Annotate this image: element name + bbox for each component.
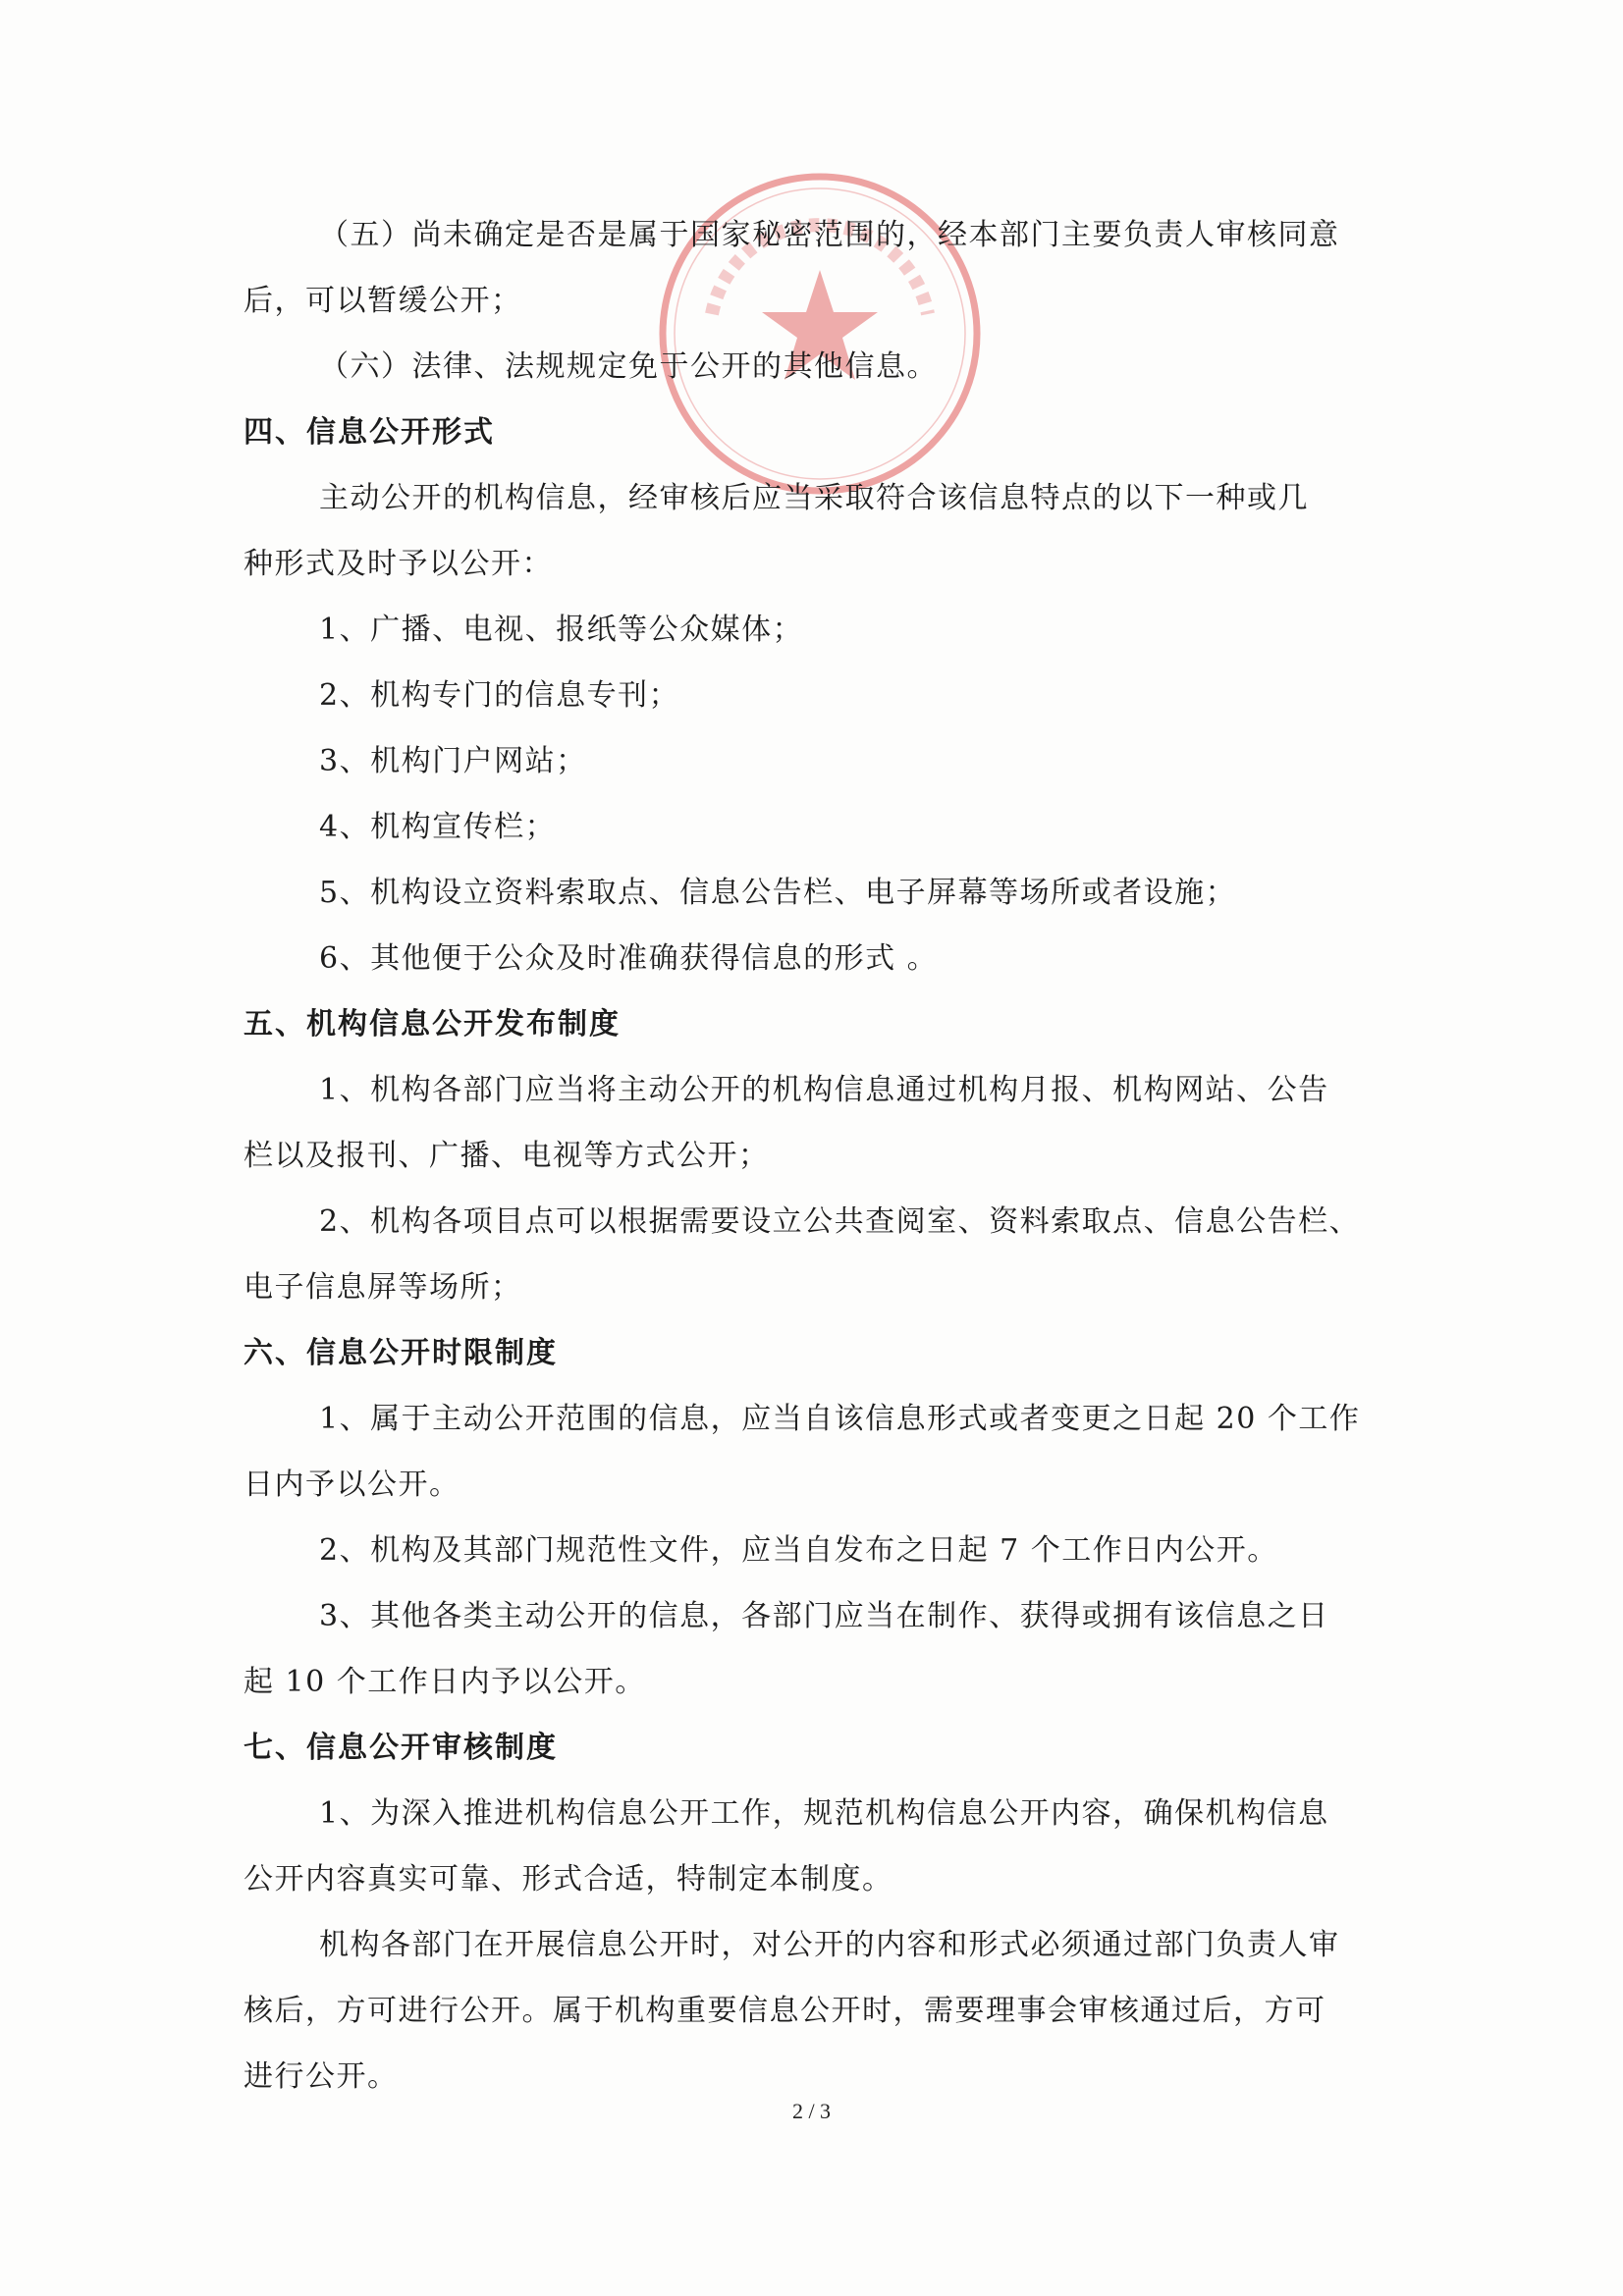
section-heading-4: 四、信息公开形式 [243, 415, 495, 450]
list-item: 5、机构设立资料索取点、信息公告栏、电子屏幕等场所或者设施； [319, 876, 1237, 910]
paragraph-line: 主动公开的机构信息，经审核后应当采取符合该信息特点的以下一种或几 [319, 481, 1309, 515]
paragraph-line: 1、机构各部门应当将主动公开的机构信息通过机构月报、机构网站、公告 [319, 1073, 1329, 1107]
list-item: 3、机构门户网站； [319, 744, 587, 778]
section-heading-7: 七、信息公开审核制度 [243, 1731, 558, 1765]
paragraph-line: 电子信息屏等场所； [243, 1270, 522, 1305]
paragraph-line: 起 10 个工作日内予以公开。 [243, 1665, 646, 1699]
paragraph-line: 日内予以公开。 [243, 1468, 460, 1502]
paragraph-line: 公开内容真实可靠、形式合适，特制定本制度。 [243, 1862, 893, 1896]
paragraph-line: 2、机构及其部门规范性文件，应当自发布之日起 7 个工作日内公开。 [319, 1533, 1278, 1568]
list-item: 1、广播、电视、报纸等公众媒体； [319, 613, 804, 647]
page-number: 2 / 3 [791, 2099, 832, 2123]
list-item: 2、机构专门的信息专刊； [319, 678, 680, 713]
document-body [243, 202, 1379, 2109]
paragraph-line: 机构各部门在开展信息公开时，对公开的内容和形式必须通过部门负责人审 [319, 1928, 1340, 1962]
list-item: 6、其他便于公众及时准确获得信息的形式 。 [319, 941, 939, 976]
paragraph-line: 1、为深入推进机构信息公开工作，规范机构信息公开内容，确保机构信息 [319, 1796, 1329, 1831]
paragraph-line: 栏以及报刊、广播、电视等方式公开； [243, 1139, 770, 1173]
paragraph-line: 后，可以暂缓公开； [243, 284, 522, 318]
paragraph-line: 核后，方可进行公开。属于机构重要信息公开时，需要理事会审核通过后，方可 [243, 1994, 1326, 2028]
paragraph-line: （六）法律、法规规定免于公开的其他信息。 [319, 349, 938, 384]
section-heading-6: 六、信息公开时限制度 [243, 1336, 558, 1370]
paragraph-line: 进行公开。 [243, 2059, 399, 2094]
list-item: 4、机构宣传栏； [319, 810, 557, 844]
paragraph-line: 2、机构各项目点可以根据需要设立公共查阅室、资料索取点、信息公告栏、 [319, 1204, 1361, 1239]
paragraph-line: （五）尚未确定是否是属于国家秘密范围的，经本部门主要负责人审核同意 [319, 218, 1340, 252]
paragraph-line: 1、属于主动公开范围的信息，应当自该信息形式或者变更之日起 20 个工作 [319, 1402, 1361, 1436]
section-heading-5: 五、机构信息公开发布制度 [243, 1007, 621, 1041]
paragraph-line: 3、其他各类主动公开的信息，各部门应当在制作、获得或拥有该信息之日 [319, 1599, 1329, 1633]
paragraph-line: 种形式及时予以公开： [243, 547, 553, 581]
